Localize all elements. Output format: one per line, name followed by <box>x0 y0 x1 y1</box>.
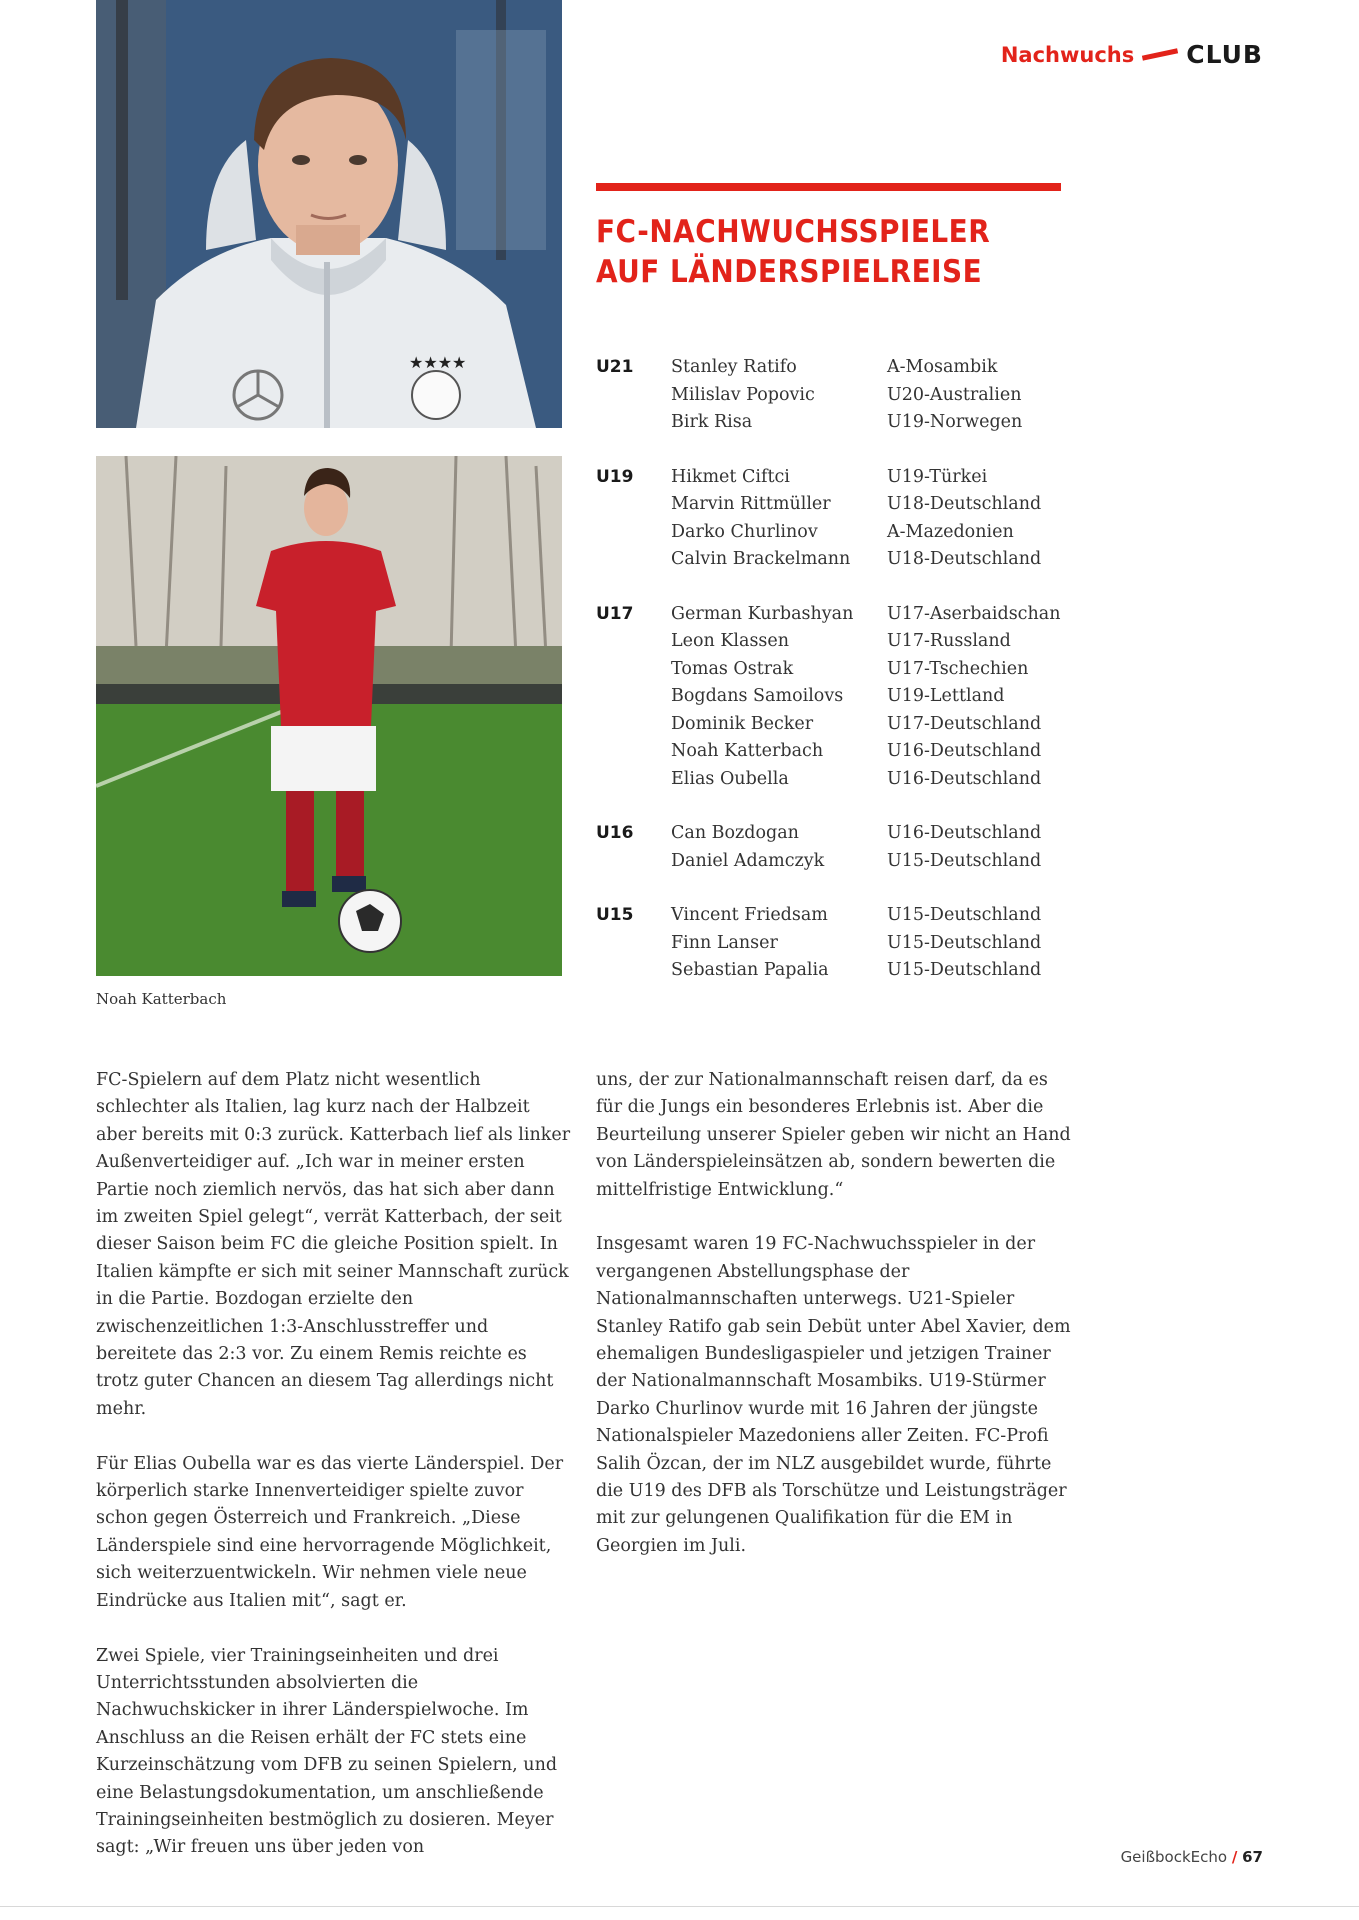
player-name: Dominik Becker <box>671 713 814 734</box>
national-team: U16-Deutschland <box>887 823 1042 843</box>
roster-group <box>596 820 1066 875</box>
player-name: Noah Katterbach <box>671 741 824 761</box>
roster-row <box>596 519 1066 547</box>
national-team: A-Mazedonien <box>887 521 1014 542</box>
body-paragraph: Insgesamt waren 19 FC-Nachwuchsspieler in der vergangenen Abstellungsphase der Nationalmannschaften unterwegs. U21-Spieler Stanley Ratifo gab sein Debüt unter Abel Xavier, dem ehemaligen Bundesligaspieler und jetzigen Trainer der Nationalmannschaft Mosambiks. U19-Stürmer Darko Churlinov wurde mit 16 Jahren der jüngste Nationalspieler Mazedoniens aller Zeiten. FC-Profi Salih Özcan, der im NLZ ausgebildet wurde, führte die U19 des DFB als Torschütze und Leistungsträger mit zur gelungenen Qualifikation für die EM in Georgien im Juli. <box>596 1234 1071 1556</box>
national-team: U19-Norwegen <box>887 412 1023 432</box>
roster-list <box>596 354 1066 1012</box>
player-photo <box>96 456 562 976</box>
player-name: Darko Churlinov <box>671 521 818 542</box>
national-team: U20-Australien <box>887 384 1022 405</box>
section-main-label: CLUB <box>1186 40 1263 69</box>
roster-group <box>596 902 1066 985</box>
national-team: U18-Deutschland <box>887 549 1042 569</box>
roster-row <box>596 546 1066 574</box>
group-label: U16 <box>596 823 634 843</box>
roster-row <box>596 683 1066 711</box>
group-label: U15 <box>596 905 634 925</box>
national-team: A-Mosambik <box>887 357 998 377</box>
roster-group <box>596 354 1066 437</box>
national-team: U16-Deutschland <box>887 768 1042 789</box>
photo-caption: Noah Katterbach <box>96 990 227 1008</box>
group-label: U17 <box>596 603 634 624</box>
player-name: Bogdans Samoilovs <box>671 686 844 706</box>
roster-row <box>596 930 1066 958</box>
national-team: U19-Lettland <box>887 686 1005 706</box>
roster-row <box>596 738 1066 766</box>
article-title <box>596 212 1076 292</box>
player-name: Marvin Rittmüller <box>671 494 831 514</box>
player-name: Stanley Ratifo <box>671 357 797 377</box>
player-name: Hikmet Ciftci <box>671 466 790 487</box>
player-name: Tomas Ostrak <box>671 658 794 679</box>
player-name: Vincent Friedsam <box>671 905 828 925</box>
title-line-2: AUF LÄNDERSPIELREISE <box>596 254 983 290</box>
player-name: Milislav Popovic <box>671 384 815 405</box>
player-name: Elias Oubella <box>671 768 789 789</box>
national-team: U15-Deutschland <box>887 960 1042 980</box>
player-name: German Kurbashyan <box>671 603 854 624</box>
national-team: U15-Deutschland <box>887 905 1042 925</box>
body-paragraph: Für Elias Oubella war es das vierte Länderspiel. Der körperlich starke Innenverteidiger spielte zuvor schon gegen Österreich und Frankreich. „Diese Länderspiele sind eine hervorragende Möglichkeit, sich weiterzuentwickeln. Wir nehmen viele neue Eindrücke aus Italien mit“, sagt er. <box>96 1453 564 1611</box>
roster-row <box>596 820 1066 848</box>
national-team: U15-Deutschland <box>887 932 1042 953</box>
title-rule <box>596 183 1061 191</box>
footer-separator: / <box>1231 1848 1238 1866</box>
player-name: Birk Risa <box>671 412 753 432</box>
player-name: Daniel Adamczyk <box>671 850 825 871</box>
player-name: Leon Klassen <box>671 631 790 651</box>
player-illustration <box>96 456 562 976</box>
title-line-1: FC-NACHWUCHSSPIELER <box>596 214 991 250</box>
group-label: U21 <box>596 357 634 377</box>
roster-row <box>596 354 1066 382</box>
roster-row <box>596 491 1066 519</box>
player-name: Calvin Brackelmann <box>671 549 851 569</box>
section-tag <box>1001 40 1263 69</box>
roster-row <box>596 711 1066 739</box>
body-paragraph: Zwei Spiele, vier Trainingseinheiten und drei Unterrichtsstunden absolvierten die Nachwuchskicker in ihrer Länderspielwoche. Im Anschluss an die Reisen erhält der FC stets eine Kurzeinschätzung vom DFB zu seinen Spielern, und eine Belastungsdokumentation, um anschließende Trainingseinheiten bestmöglich zu dosieren. Meyer sagt: „Wir freuen uns über jeden von <box>96 1645 558 1858</box>
player-name: Sebastian Papalia <box>671 960 829 980</box>
national-team: U18-Deutschland <box>887 494 1042 514</box>
roster-row <box>596 848 1066 876</box>
national-team: U17-Tschechien <box>887 658 1029 679</box>
roster-row <box>596 382 1066 410</box>
roster-row <box>596 902 1066 930</box>
roster-group <box>596 464 1066 574</box>
roster-row <box>596 628 1066 656</box>
roster-group <box>596 601 1066 794</box>
body-paragraph: FC-Spielern auf dem Platz nicht wesentlich schlechter als Italien, lag kurz nach der Halbzeit aber bereits mit 0:3 zurück. Katterbach lief als linker Außenverteidiger auf. „Ich war in meiner ersten Partie noch ziemlich nervös, das hat sich aber dann im zweiten Spiel gelegt“, verrät Katterbach, der seit dieser Saison beim FC die gleiche Position spielt. In Italien kämpfte er sich mit seiner Mannschaft zurück in die Partie. Bozdogan erzielte den zwischenzeitlichen 1:3-Anschlusstreffer und bereitete das 2:3 vor. Zu einem Remis reichte es trotz guter Chancen an diesem Tag allerdings nicht mehr. <box>96 1070 571 1419</box>
group-label: U19 <box>596 466 634 487</box>
roster-row <box>596 656 1066 684</box>
portrait-illustration <box>96 0 562 428</box>
body-column-left <box>96 1067 571 1889</box>
portrait-photo <box>96 0 562 428</box>
body-paragraph: uns, der zur Nationalmannschaft reisen darf, da es für die Jungs ein besonderes Erlebnis ist. Aber die Beurteilung unserer Spieler geben wir nicht an Hand von Länderspieleinsätzen ab, sondern bewerten die mittelfristige Entwicklung.“ <box>596 1070 1071 1200</box>
bottom-line <box>0 1906 1359 1907</box>
national-team: U17-Russland <box>887 631 1011 651</box>
roster-row <box>596 766 1066 794</box>
player-name: Finn Lanser <box>671 932 778 953</box>
national-team: U15-Deutschland <box>887 850 1042 871</box>
section-sub-label: Nachwuchs <box>1000 42 1135 67</box>
svg-text:★★★★: ★★★★ <box>409 353 467 372</box>
roster-row <box>596 409 1066 437</box>
national-team: U16-Deutschland <box>887 741 1042 761</box>
magazine-name: GeißbockEcho <box>1120 1848 1228 1866</box>
player-name: Can Bozdogan <box>671 823 799 843</box>
roster-row <box>596 464 1066 492</box>
body-column-right <box>596 1067 1071 1588</box>
roster-row <box>596 957 1066 985</box>
page-footer <box>1121 1848 1263 1866</box>
roster-row <box>596 601 1066 629</box>
page-number: 67 <box>1242 1848 1263 1866</box>
national-team: U19-Türkei <box>887 466 988 487</box>
national-team: U17-Deutschland <box>887 713 1042 734</box>
section-dash <box>1142 48 1178 60</box>
national-team: U17-Aserbaidschan <box>887 603 1061 624</box>
